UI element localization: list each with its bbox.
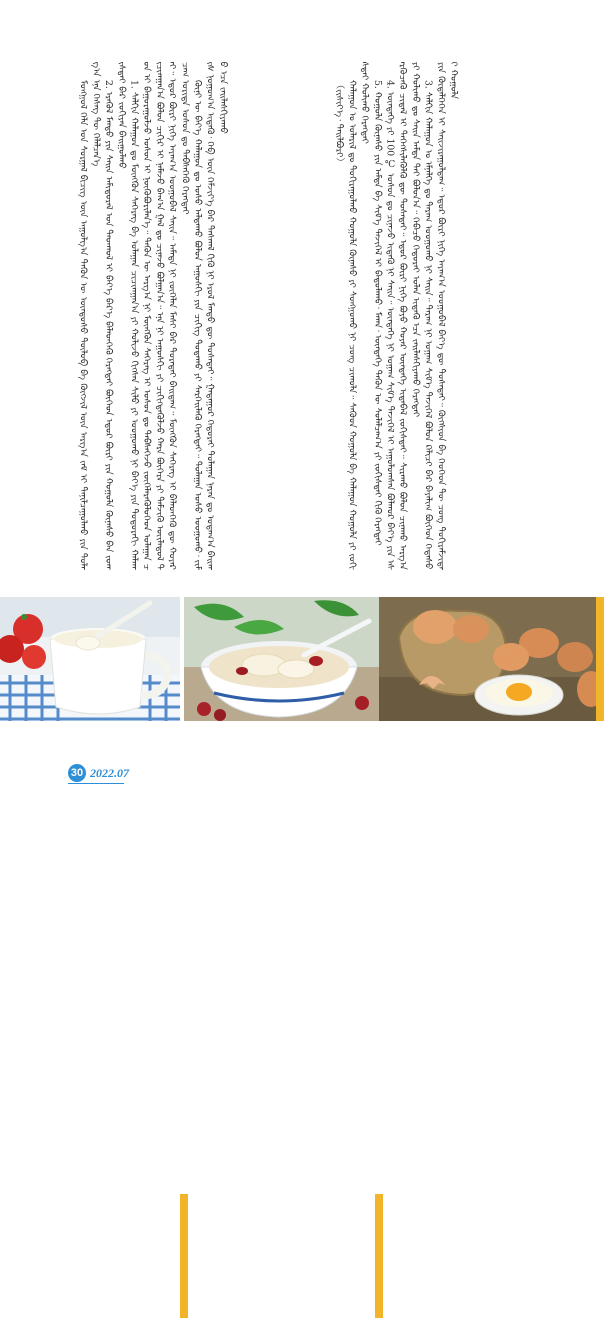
yogurt-illustration: [0, 597, 180, 721]
paragraph: ᠬᠦᠨᠢ ᠦ ᠪᠡᠶ᠎ᠡ ᠬᠠᠯᠠᠭᠤᠨ ᠳᠤ ᠤᠰᠤ ᠠᠯᠳᠠᠬᠤ ᠪᠣᠯᠤᠨ ᠠᠭᠤᠰᠬᠢ ᠶᠢᠨ ᠴᠢᠭᠢᠭ ᠳᠤᠲᠠᠬᠤ ᠶᠢ ᠰᠡᠷᠭᠡᠢᠯᠡᠬᠦ ᠬᠡᠷᠡᠭᠲᠡᠢ᠃ ᠳᠤᠯᠠᠭᠠᠨ ᠤᠰᠤ ᠤᠤᠭᠤᠬᠤ᠂ ᠵᠢᠮᠢᠰ ᠨᠤᠭᠤᠭ᠎ᠠ ᠢᠳᠡᠬᠦ᠂ ᠬᠡᠪ ᠦᠨ ᠬᠡᠮᠵᠢᠶ᠎ᠡ ᠪᠡᠷ ᠳᠠᠰᠬᠠᠯ ᠬᠢᠬᠦ ᠨᠢ ᠡᠷᠦᠯ ᠮᠡᠨᠳᠦ ᠳᠦ ᠲᠤᠰᠠᠲᠠᠢ᠃ ᠭᠠᠳᠠᠭᠤᠷ ᠬᠡᠲᠦᠷᠡᠢ ᠳᠤᠯᠠᠭᠠᠨ ᠨᠠᠷᠠᠨ ᠳᠤ ᠤᠳᠠᠭ᠎ᠠ ᠪᠠᠢᠬᠤ ᠡᠴᠡ ᠵᠠᠢᠯᠠᠰᠬᠢᠶᠠᠬᠤ: [192, 62, 229, 570]
accent-bar-right: [596, 597, 604, 721]
paragraph: 3. ᠰᠠᠯᠬᠢᠨ ᠬᠠᠯᠠᠭᠤᠨ ᠤ ᠡᠮᠨᠡᠯᠭᠡ ᠳᠤ ᠲᠠᠷᠠᠭ ᠤᠤᠭᠤᠬᠤ ᠨᠢ ᠰᠠᠢᠨ᠃ ᠲᠠᠷᠠᠭ ᠨᠢ ᠤᠭᠠᠭ ᠰᠢᠮ᠎ᠡ ᠲᠡᠵᠢᠭᠡᠯ ᠪᠣᠯᠤᠨ ᠺᠠᠯᠢᠴᠢ ᠪᠠᠷ ᠪᠠᠶᠠᠯᠢᠭ ᠪᠥᠭᠡᠳ ᠭᠡᠳᠡᠰᠦ ᠶᠢᠨ ᠬᠥᠳᠡᠯᠭᠡᠭᠡᠨ ᠢ ᠰᠠᠢᠵᠢᠷᠠᠭᠤᠯᠳᠠᠭ᠃ ᠡᠳᠦᠷ ᠪᠦᠷᠢ ᠨᠢᠭᠡ ᠠᠶᠠᠭ᠎ᠠ ᠤᠤᠭᠤᠪᠠᠯ ᠪᠡᠶ᠎ᠡ ᠳᠦ ᠲᠤᠰᠠᠲᠠᠢ᠃ ᠬᠥᠭᠰᠢᠳ ᠪᠠ ᠬᠡᠦᠬᠡᠳ ᠲᠦ ᠴᠤᠩ ᠲᠣᠬᠢᠷᠠᠮᠵᠢᠲᠠᠢ ᠬᠣᠭᠤᠯᠠ: [422, 62, 460, 570]
issue-date: 2022.07: [90, 765, 129, 780]
eggs-photo: [379, 597, 604, 721]
paragraph: ᠬᠠᠯᠠᠭᠤᠨ ᠤ ᠤᠯᠠᠷᠢᠯ ᠳᠤ ᠲᠣᠬᠢᠷᠠᠭᠤᠯᠬᠤ ᠬᠣᠭᠤᠯᠠ ᠬᠦᠨᠡᠰᠦ ᠶᠢ ᠰᠣᠩᠭᠣᠬᠤ ᠨᠢ ᠴᠤᠩ ᠴᠢᠬᠤᠯᠠ᠃ ᠰᠡᠭᠦᠦᠨ ᠬᠣᠭᠤᠯᠠ ᠪᠠ ᠬᠠᠯᠠᠭᠤᠨ ᠬᠣᠭᠤᠯᠠ ᠶᠢ ᠵᠣᠬᠢᠰᠲᠠᠢ ᠬᠣᠯᠢᠬᠤ ᠬᠡᠷᠡᠭᠲᠡᠢ: [346, 62, 371, 570]
page-number: 30: [68, 764, 86, 782]
article-column-left: [76, 62, 312, 570]
paragraph: 2. ᠡᠷᠡᠭᠦᠯ ᠮᠡᠨᠳᠦ ᠶᠢᠨ ᠰᠠᠢᠨ ᠠᠮᠢᠳᠤᠷᠠᠯ ᠤᠨ ᠳᠠᠳᠬᠤᠯ ᠢ ᠪᠡᠶ᠎ᠡ ᠪᠡᠷ᠎ᠡ ᠪᠡᠯᠡᠳᠬᠡᠬᠦ ᠬᠡᠷᠡᠭᠲᠡᠢ ᠪᠥᠭᠡᠳ ᠡᠳᠦᠷ ᠪᠦᠷᠢ ᠶᠢᠨ ᠬᠣᠭᠤᠯᠠ ᠬᠦᠨᠡᠰᠦ ᠪᠡᠨ ᠵᠣᠬᠢᠰᠲᠠᠢ ᠪᠡᠷ ᠵᠣᠬᠢᠶᠠᠨ ᠪᠠᠢᠭᠤᠯᠬᠤ: [103, 62, 127, 570]
soup-illustration: [184, 597, 379, 721]
eggs-illustration: [379, 597, 604, 721]
article-column-right: [332, 62, 582, 570]
tremella-soup-photo: [184, 597, 379, 721]
paragraph: 4. ᠥᠨᠳᠡᠭᠡ ᠶᠢ 100 ℃ ᠤᠰᠤᠨ ᠳᠤ ᠴᠢᠨᠠᠵᠤ ᠢᠳᠡᠬᠦ ᠨᠢ ᠰᠠᠢᠨ᠃ ᠥᠨᠳᠡᠭᠡ ᠨᠢ ᠤᠭᠠᠭ ᠰᠢᠮ᠎ᠡ ᠲᠡᠵᠢᠭᠡᠯ ᠢ ᠠᠭᠤᠯᠤᠭᠰᠠᠨ ᠪᠣᠯᠬᠣᠷ ᠪᠡᠶ᠎ᠡ ᠶᠢᠨ ᠡᠰᠡᠷᠭᠦᠴᠡᠬᠦ ᠴᠢᠳᠠᠯ ᠢ ᠳᠡᠭᠡᠭᠰᠢᠯᠡᠭᠦᠯᠬᠦ ᠳᠦ ᠲᠤᠰᠠᠲᠠᠢ᠃ ᠡᠳᠦᠷ ᠪᠦᠷᠢ ᠨᠢᠭᠡ ᠪᠤᠶᠤ ᠬᠣᠶᠠᠷ ᠥᠨᠳᠡᠭᠡ ᠢᠳᠡᠪᠡᠯ ᠵᠣᠬᠢᠰᠲᠠᠢ᠃ ᠰᠢᠷᠠᠬᠤ ᠪᠣᠯᠤᠨ ᠴᠢᠨᠠᠬᠤ ᠠᠷᠭ᠎ᠠ ᠶᠢ ᠬᠣᠯᠢᠬᠤ ᠳᠤ ᠰᠠᠢᠨ ᠠᠮᠲᠠ ᠲᠠᠢ ᠪᠣᠯᠤᠨ᠎ᠠ᠃ ᠭᠡᠪᠡᠴᠦ ᠬᠡᠲᠦᠷᠡᠢ ᠣᠯᠠᠨ ᠢᠳᠡᠬᠦ ᠡᠴᠡ ᠵᠠᠢᠯᠠᠰᠬᠢᠶᠠᠬᠤ ᠬᠡᠷᠡᠭᠲᠡᠢ: [384, 62, 421, 570]
paragraph: 5. ᠬᠣᠭᠤᠯᠠ ᠬᠦᠨᠡᠰᠦ ᠶᠢᠨ ᠠᠮᠲᠠ ᠪᠠ ᠰᠢᠮ᠎ᠡ ᠲᠡᠵᠢᠭᠡᠯ ᠢ ᠪᠠᠲᠤᠯᠠᠬᠤ᠂ ᠮᠠᠬᠠ᠂ ᠥᠨᠳᠡᠭᠡ ᠲᠡᠭᠦᠨ ᠦ ᠰᠤᠯᠠᠯᠴᠠᠭ᠎ᠠ ᠶᠢ ᠵᠣᠬᠢᠰᠲᠠᠢ ᠬᠢᠬᠦ ᠬᠡᠷᠡᠭᠲᠡᠢ: [371, 80, 383, 547]
page-footer: [68, 764, 129, 782]
yogurt-photo: [0, 597, 180, 721]
paragraph: 1. ᠰᠠᠯᠬᠢᠨ ᠬᠠᠯᠠᠭᠤᠨ ᠳᠤ ᠮᠥᠩᠭᠥᠨ ᠰᠡᠭᠡᠷᠡᠭ ᠪᠠ ᠤᠯᠠᠭᠠᠨ ᠴᠢᠴᠢᠭᠭᠠᠨ᠎ᠠ ᠶᠢ ᠬᠣᠯᠢᠵᠤ ᠬᠢᠭᠰᠡᠨ ᠰᠢᠯᠦ ᠶᠢ ᠤᠤᠭᠤᠬᠤ ᠨᠢ ᠪᠡᠶ᠎ᠡ ᠶᠢᠨ ᠳᠣᠲᠣᠷᠠᠬᠢ ᠬᠠᠯᠠᠭᠤᠨ ᠢ ᠪᠠᠭᠤᠷᠠᠭᠤᠯᠵᠤ ᠤᠰᠤᠨ ᠢ ᠨᠥᠬᠥᠪᠥᠷᠢᠯᠡᠨ᠎ᠡ᠃ ᠲᠡᠭᠦᠨ ᠦ ᠠᠷᠭ᠎ᠠ ᠨᠢ ᠮᠥᠩᠭᠥᠨ ᠰᠡᠭᠡᠷᠡᠭ ᠢ ᠤᠰᠤᠨ ᠳᠤ ᠳᠡᠪᠰᠡᠭᠡᠵᠦ ᠵᠥᠭᠡᠯᠡᠷᠡᠭᠦᠯᠦᠭᠡᠳ ᠤᠯᠠᠭᠠᠨ ᠴᠢᠴᠢᠭᠭᠠᠨ᠎ᠠ ᠪᠣᠯᠤᠨ ᠴᠢᠬᠢᠷ ᠢ ᠨᠡᠮᠡᠵᠦ ᠪᠠᠭ᠎ᠠ ᠭᠠᠯ ᠳᠤ ᠴᠢᠨᠠᠵᠤ ᠪᠣᠯᠭᠠᠨ᠎ᠠ᠃ ᠡᠨᠡ ᠨᠢ ᠠᠭᠤᠰᠬᠢ ᠶᠢ ᠴᠢᠭᠢᠭᠲᠡᠭᠦᠯᠵᠦ ᠬᠠᠷᠠ ᠪᠥᠭᠡᠷᠡ ᠶᠢ ᠳᠡᠮᠵᠢᠬᠦ ᠦᠢᠯᠡᠳᠦᠯ ᠲᠡᠢ᠃ ᠡᠳᠦᠷ ᠪᠦᠷᠢ ᠨᠢᠭᠡ ᠠᠶᠠᠭ᠎ᠠ ᠤᠤᠭᠤᠪᠠᠯ ᠰᠠᠢᠨ᠃ ᠠᠮᠠᠲᠠ ᠨᠢ ᠵᠥᠭᠡᠯᠡᠨ ᠮᠠᠰᠢ ᠪᠠᠷ ᠳᠤᠷᠠᠲᠠᠢ ᠪᠠᠢᠳᠠᠭ᠃ ᠮᠥᠩᠭᠥᠨ ᠰᠡᠭᠡᠷᠡᠭ ᠢ ᠪᠡᠯᠡᠳᠬᠡᠬᠦ ᠳᠦ ᠬᠣᠶᠠᠷ ᠴᠠᠭ ᠤᠷᠢᠳᠠ ᠤᠰᠤᠨ ᠳᠤ ᠳᠡᠪᠰᠡᠭᠡᠬᠦ ᠬᠡᠷᠡᠭᠲᠡᠢ: [128, 62, 191, 570]
photo-strip: [0, 597, 604, 721]
footer-underline: [68, 783, 124, 784]
accent-bar: [180, 1194, 188, 1318]
accent-bar: [375, 1194, 383, 1318]
caption-note: （ᠵᠢᠰᠢᠶ᠎ᠡ᠂ ᠲᠠᠢᠯᠪᠤᠷᠢ）: [333, 80, 345, 167]
paragraph: ᠮᠣᠩᠭᠣᠯ ᠬᠡᠯᠡ ᠤᠨ ᠰᠤᠷᠭᠠᠯ ᠪᠢᠴᠢᠭ ᠦᠨ ᠠᠭᠤᠯᠭ᠎ᠠ ᠲᠡᠭᠦᠨ ᠦ ᠦᠨᠳᠦᠰᠦ ᠲᠥᠯᠥᠪ ᠪᠠ ᠬᠥᠭᠵᠢᠯ ᠦᠨ ᠠᠷᠭ᠎ᠠ ᠵᠠᠮ ᠢ ᠲᠠᠨᠢᠯᠴᠠᠭᠤᠯᠬᠤ ᠶᠢᠨ ᠲᠤᠯᠠᠭ᠎ᠠ ᠡᠨᠡ ᠬᠡᠰᠡᠭ ᠲᠦ ᠬᠡᠯᠡᠯᠴᠡᠨ᠎ᠡ: [77, 62, 102, 570]
